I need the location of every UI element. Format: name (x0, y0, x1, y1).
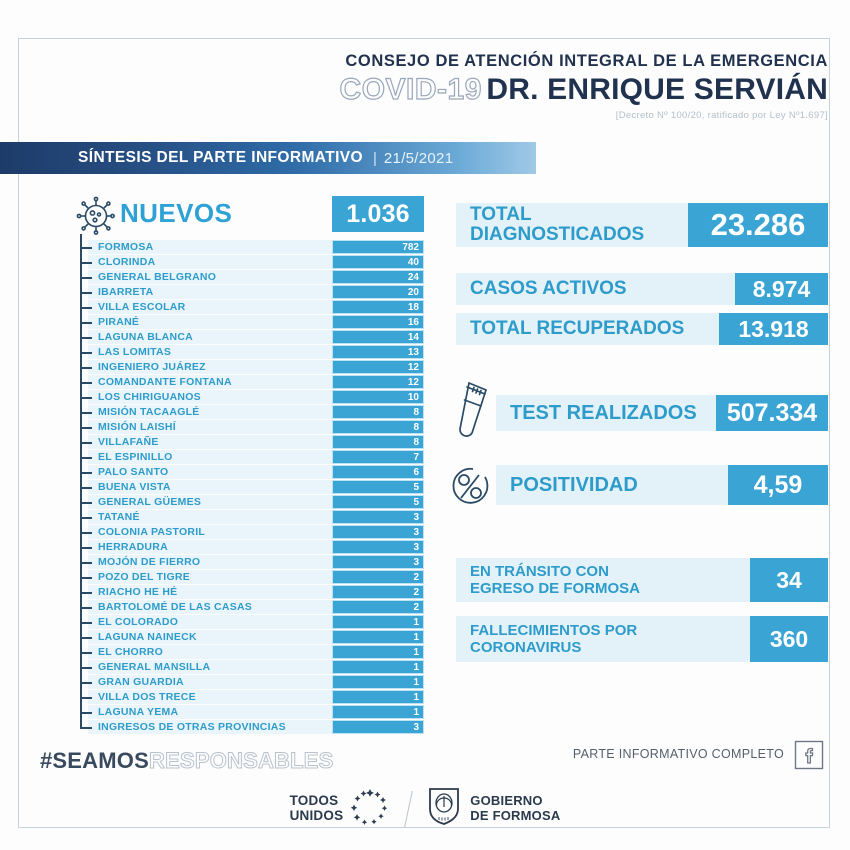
logo-divider (404, 791, 413, 827)
city-tick-mark (80, 667, 92, 669)
new-cases-block (74, 196, 424, 735)
city-row (88, 645, 424, 660)
city-value-bar (332, 240, 424, 254)
stat-positivity-label: POSITIVIDAD (496, 465, 728, 505)
city-value-bar (332, 315, 424, 329)
full-report-label: PARTE INFORMATIVO COMPLETO (572, 747, 784, 761)
city-value-bar (332, 405, 424, 419)
city-value-bar (332, 705, 424, 719)
city-value: 5 (413, 481, 419, 493)
new-cases-header (74, 196, 424, 236)
facebook-icon[interactable] (794, 740, 824, 770)
city-value-bar (332, 525, 424, 539)
header-title (188, 72, 828, 106)
city-value: 18 (407, 301, 419, 313)
stat-deaths-value: 360 (750, 616, 828, 662)
city-name: INGENIERO JUÁREZ (98, 361, 206, 373)
city-row (88, 255, 424, 270)
city-name: GENERAL BELGRANO (98, 271, 217, 283)
city-name: GRAN GUARDIA (98, 676, 184, 688)
city-tick-mark (80, 262, 92, 264)
city-row (88, 585, 424, 600)
city-value: 5 (413, 496, 419, 508)
city-row (88, 315, 424, 330)
city-value: 12 (407, 376, 419, 388)
hashtag-solid-part: #SEAMOS (40, 748, 149, 773)
city-row (88, 630, 424, 645)
city-name: MISIÓN TACAAGLÉ (98, 406, 200, 418)
todos-unidos-logo (290, 786, 391, 831)
city-value: 40 (407, 256, 419, 268)
city-value-bar (332, 285, 424, 299)
stat-active-cases (456, 273, 828, 305)
city-value: 7 (413, 451, 419, 463)
city-name: LAGUNA BLANCA (98, 331, 194, 343)
city-value: 1 (413, 631, 419, 643)
city-value: 8 (413, 421, 419, 433)
city-tick-mark (80, 577, 92, 579)
city-row (88, 525, 424, 540)
stat-tests-performed (496, 395, 828, 431)
stat-total-recovered (456, 313, 828, 345)
stat-total-diagnosed-label-line2: DIAGNOSTICADOS (470, 224, 645, 245)
city-name: RIACHO HE HÉ (98, 586, 178, 598)
city-value-bar (332, 465, 424, 479)
header-subtitle: CONSEJO DE ATENCIÓN INTEGRAL DE LA EMERGENCIA (345, 52, 828, 70)
city-value-bar (332, 630, 424, 644)
stat-deaths-label-line2: CORONAVIRUS (470, 639, 582, 656)
stat-active-cases-value: 8.974 (735, 273, 828, 305)
city-row (88, 675, 424, 690)
city-row (88, 450, 424, 465)
city-value: 782 (402, 241, 419, 253)
stat-in-transit-label-line2: EGRESO DE FORMOSA (470, 580, 641, 597)
footer-logos (0, 786, 850, 831)
new-cases-label: NUEVOS (120, 198, 233, 228)
city-value-bar (332, 375, 424, 389)
city-tick-mark (80, 277, 92, 279)
city-value-bar (332, 615, 424, 629)
header (188, 52, 828, 121)
city-value-bar (332, 675, 424, 689)
city-value-bar (332, 270, 424, 284)
city-name: TATANÉ (98, 511, 140, 523)
stat-in-transit-label-line1: EN TRÁNSITO CON (470, 562, 609, 580)
city-value: 16 (407, 316, 419, 328)
city-name: VILLA ESCOLAR (98, 301, 186, 313)
city-value: 1 (413, 661, 419, 673)
city-row (88, 660, 424, 675)
city-row (88, 375, 424, 390)
city-row (88, 405, 424, 420)
city-value: 3 (413, 511, 419, 523)
city-value-bar (332, 420, 424, 434)
city-tick-mark (80, 412, 92, 414)
hashtag (40, 748, 334, 774)
city-tick-mark (80, 487, 92, 489)
city-value: 1 (413, 691, 419, 703)
hashtag-outline-part: RESPONSABLES (148, 748, 334, 773)
city-tick-mark (80, 607, 92, 609)
city-value: 1 (413, 616, 419, 628)
city-row (88, 435, 424, 450)
argentina-shield-icon (427, 786, 461, 831)
city-value-bar (332, 600, 424, 614)
city-name: EL ESPINILLO (98, 451, 173, 463)
todos-unidos-text (290, 794, 344, 823)
city-tick-mark (80, 427, 92, 429)
city-value-bar (332, 360, 424, 374)
city-tick-mark (80, 307, 92, 309)
stat-in-transit (456, 558, 828, 602)
city-value: 20 (407, 286, 419, 298)
city-name: PALO SANTO (98, 466, 169, 478)
city-name: PIRANÉ (98, 316, 140, 328)
city-value: 3 (413, 541, 419, 553)
city-value-bar (332, 720, 424, 734)
city-tick-mark (80, 547, 92, 549)
city-tick-mark (80, 682, 92, 684)
city-value: 14 (407, 331, 419, 343)
city-name: GENERAL MANSILLA (98, 661, 211, 673)
city-row (88, 240, 424, 255)
city-list (74, 240, 424, 735)
city-value-bar (332, 390, 424, 404)
city-row (88, 360, 424, 375)
city-value: 2 (413, 601, 419, 613)
city-value: 12 (407, 361, 419, 373)
city-value-bar (332, 660, 424, 674)
city-value: 3 (413, 556, 419, 568)
city-value-bar (332, 480, 424, 494)
city-row (88, 615, 424, 630)
city-value: 3 (413, 526, 419, 538)
city-name: VILLA DOS TRECE (98, 691, 196, 703)
city-name: INGRESOS DE OTRAS PROVINCIAS (98, 721, 286, 733)
stat-total-recovered-value: 13.918 (719, 313, 828, 345)
covid-19-text: COVID-19 (339, 72, 482, 106)
test-tube-icon (455, 378, 499, 446)
city-tick-mark (80, 322, 92, 324)
city-value: 2 (413, 571, 419, 583)
city-row (88, 390, 424, 405)
city-name: GENERAL GÜEMES (98, 496, 202, 508)
city-value: 8 (413, 406, 419, 418)
city-row (88, 495, 424, 510)
stat-tests-performed-value: 507.334 (716, 395, 828, 431)
city-name: LAS LOMITAS (98, 346, 172, 358)
city-row (88, 285, 424, 300)
city-row (88, 510, 424, 525)
city-value: 10 (407, 391, 419, 403)
city-value: 24 (407, 271, 419, 283)
city-tick-mark (80, 292, 92, 294)
stat-total-diagnosed-label (456, 203, 688, 247)
city-name: IBARRETA (98, 286, 154, 298)
city-tick-mark (80, 712, 92, 714)
gobierno-line1: GOBIERNO (470, 792, 543, 808)
city-row (88, 540, 424, 555)
decree-text: [Decreto Nº 100/20, ratificado por Ley Nº1.697] (615, 109, 828, 121)
city-row (88, 570, 424, 585)
city-row (88, 300, 424, 315)
city-tick-mark (80, 382, 92, 384)
city-name: LAGUNA YEMA (98, 706, 179, 718)
city-tick-mark (80, 562, 92, 564)
city-value-bar (332, 570, 424, 584)
todos-unidos-line2: UNIDOS (289, 807, 344, 823)
city-value: 1 (413, 706, 419, 718)
city-value-bar (332, 345, 424, 359)
city-name: BARTOLOMÉ DE LAS CASAS (98, 601, 253, 613)
city-name: EL CHORRO (98, 646, 164, 658)
city-value-bar (332, 585, 424, 599)
city-value: 2 (413, 586, 419, 598)
stat-deaths (456, 616, 828, 662)
city-value: 3 (413, 721, 419, 733)
city-row (88, 600, 424, 615)
council-name-text: DR. ENRIQUE SERVIÁN (486, 72, 828, 106)
city-tick-mark (80, 397, 92, 399)
city-value-bar (332, 435, 424, 449)
city-name: EL COLORADO (98, 616, 179, 628)
city-tick-mark (80, 442, 92, 444)
gobierno-formosa-text (470, 794, 560, 823)
city-name: CLORINDA (98, 256, 156, 268)
stat-in-transit-value: 34 (750, 558, 828, 602)
gobierno-line2: DE FORMOSA (470, 807, 561, 823)
city-name: BUENA VISTA (98, 481, 171, 493)
city-value: 13 (407, 346, 419, 358)
city-name: MOJÓN DE FIERRO (98, 556, 201, 568)
stat-in-transit-label (456, 558, 750, 602)
stat-positivity (496, 465, 828, 505)
city-value-bar (332, 495, 424, 509)
stat-total-recovered-label: TOTAL RECUPERADOS (456, 313, 719, 345)
city-value-bar (332, 690, 424, 704)
city-row (88, 270, 424, 285)
city-value-bar (332, 555, 424, 569)
city-tick-mark (80, 247, 92, 249)
city-tick-mark (80, 517, 92, 519)
city-name: LOS CHIRIGUANOS (98, 391, 201, 403)
city-value-bar (332, 510, 424, 524)
city-value: 1 (413, 646, 419, 658)
city-name: COMANDANTE FONTANA (98, 376, 232, 388)
city-value-bar (332, 645, 424, 659)
city-tick-mark (80, 337, 92, 339)
city-tick-mark (80, 637, 92, 639)
city-name: LAGUNA NAINECK (98, 631, 197, 643)
city-value-bar (332, 255, 424, 269)
banner-title: SÍNTESIS DEL PARTE INFORMATIVO (78, 149, 363, 166)
stat-tests-performed-label: TEST REALIZADOS (496, 395, 716, 431)
stat-deaths-label-line1: FALLECIMIENTOS POR (470, 621, 638, 639)
city-value-bar (332, 540, 424, 554)
city-row (88, 480, 424, 495)
city-tick-mark (80, 532, 92, 534)
city-name: HERRADURA (98, 541, 168, 553)
city-value: 8 (413, 436, 419, 448)
city-name: POZO DEL TIGRE (98, 571, 190, 583)
city-name: COLONIA PASTORIL (98, 526, 206, 538)
city-row (88, 705, 424, 720)
percent-circle-icon (447, 462, 495, 510)
city-row (88, 465, 424, 480)
banner-separator: | (373, 149, 377, 167)
stat-total-diagnosed-value: 23.286 (688, 203, 828, 247)
banner-date: 21/5/2021 (383, 149, 454, 167)
todos-unidos-line1: TODOS (289, 792, 339, 808)
city-tick-mark (80, 697, 92, 699)
city-tick-mark (80, 652, 92, 654)
city-row (88, 420, 424, 435)
city-tick-mark (80, 727, 92, 729)
city-value: 1 (413, 676, 419, 688)
city-name: FORMOSA (98, 241, 154, 253)
stat-positivity-value: 4,59 (728, 465, 828, 505)
virus-icon (74, 194, 118, 238)
city-value-bar (332, 450, 424, 464)
city-tick-mark (80, 352, 92, 354)
city-tick-mark (80, 592, 92, 594)
city-value-bar (332, 300, 424, 314)
city-tick-mark (80, 367, 92, 369)
synthesis-banner (0, 142, 536, 174)
city-tick-mark (80, 502, 92, 504)
city-tick-mark (80, 622, 92, 624)
new-cases-total: 1.036 (332, 196, 424, 232)
city-row (88, 690, 424, 705)
city-name: VILLAFAÑE (98, 436, 159, 448)
city-row (88, 345, 424, 360)
city-row (88, 720, 424, 735)
city-name: MISIÓN LAISHÍ (98, 421, 176, 433)
stars-circle-icon (350, 786, 390, 831)
stat-total-diagnosed (456, 203, 828, 247)
stat-active-cases-label: CASOS ACTIVOS (456, 273, 735, 305)
city-row (88, 555, 424, 570)
city-tick-mark (80, 457, 92, 459)
stat-total-diagnosed-label-line1: TOTAL (470, 204, 532, 226)
gobierno-formosa-logo (427, 786, 560, 831)
city-row (88, 330, 424, 345)
city-value: 6 (413, 466, 419, 478)
city-value-bar (332, 330, 424, 344)
stat-deaths-label (456, 616, 750, 662)
city-tick-mark (80, 472, 92, 474)
